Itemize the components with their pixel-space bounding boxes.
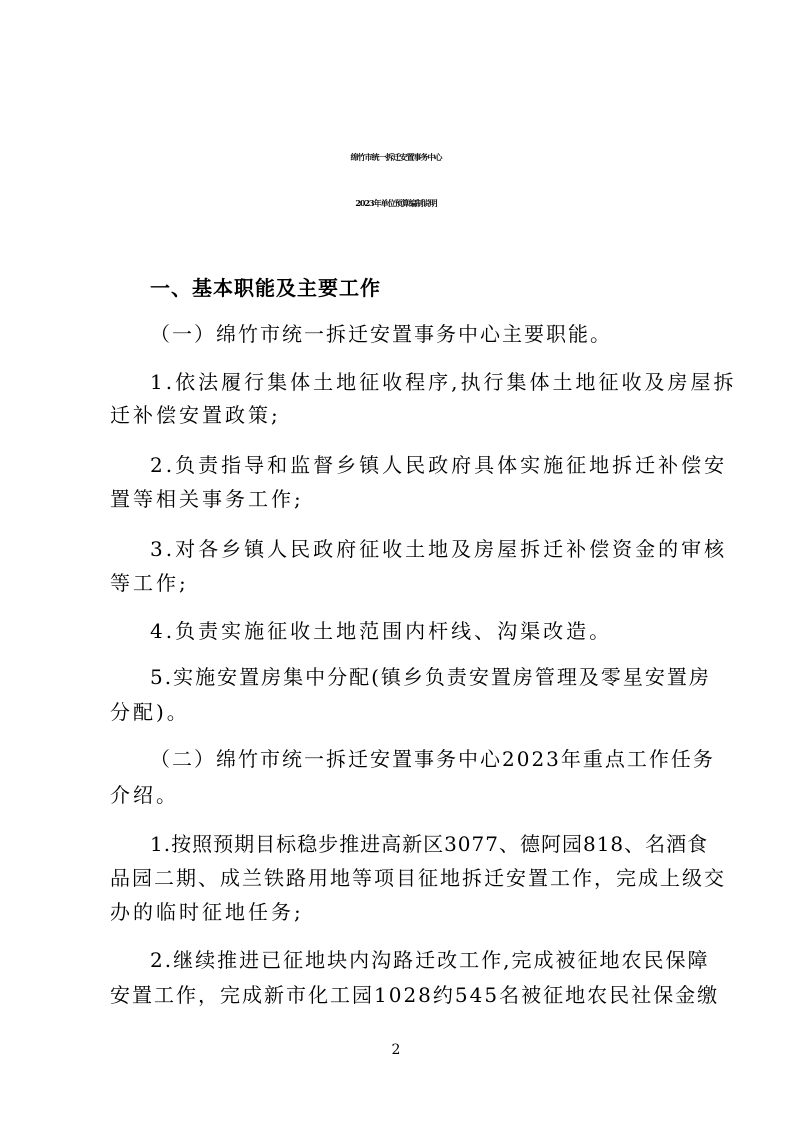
document-title-line-2: 2023年单位预算编制说明 xyxy=(355,198,437,208)
document-title-line-1: 绵竹市统一拆迁安置事务中心 xyxy=(350,152,442,162)
function-item-5-line-1: 5.实施安置房集中分配(镇乡负责安置房管理及零星安置房 xyxy=(150,665,711,689)
function-item-5-line-2: 分配)。 xyxy=(110,700,190,724)
task-item-2-line-1: 2.继续推进已征地块内沟路迁改工作,完成被征地农民保障 xyxy=(150,948,710,972)
function-item-2-line-2: 置等相关事务工作; xyxy=(110,487,304,511)
function-item-1-line-2: 迁补偿安置政策; xyxy=(110,403,281,427)
subsection-heading-key-tasks-line-2: 介绍。 xyxy=(110,783,179,807)
task-item-1-line-2: 品园二期、成兰铁路用地等项目征地拆迁安置工作，完成上级交 xyxy=(110,866,726,890)
function-item-3-line-2: 等工作; xyxy=(110,571,189,595)
subsection-heading-main-functions: （一）绵竹市统一拆迁安置事务中心主要职能。 xyxy=(150,322,612,346)
page-number: 2 xyxy=(391,1042,401,1058)
subsection-heading-key-tasks-line-1: （二）绵竹市统一拆迁安置事务中心2023年重点工作任务 xyxy=(150,747,715,771)
function-item-3-line-1: 3.对各乡镇人民政府征收土地及房屋拆迁补偿资金的审核 xyxy=(150,537,728,561)
function-item-2-line-1: 2.负责指导和监督乡镇人民政府具体实施征地拆迁补偿安 xyxy=(150,453,728,477)
task-item-1-line-1: 1.按照预期目标稳步推进高新区3077、德阿园818、名酒食 xyxy=(150,832,709,856)
function-item-4-line-1: 4.负责实施征收土地范围内杆线、沟渠改造。 xyxy=(150,619,613,643)
section-heading-basic-functions: 一、基本职能及主要工作 xyxy=(150,276,381,300)
function-item-1-line-1: 1.依法履行集体土地征收程序,执行集体土地征收及房屋拆 xyxy=(150,370,737,394)
task-item-2-line-2: 安置工作，完成新市化工园1028约545名被征地农民社保金缴 xyxy=(110,983,720,1007)
task-item-1-line-3: 办的临时征地任务; xyxy=(110,900,304,924)
